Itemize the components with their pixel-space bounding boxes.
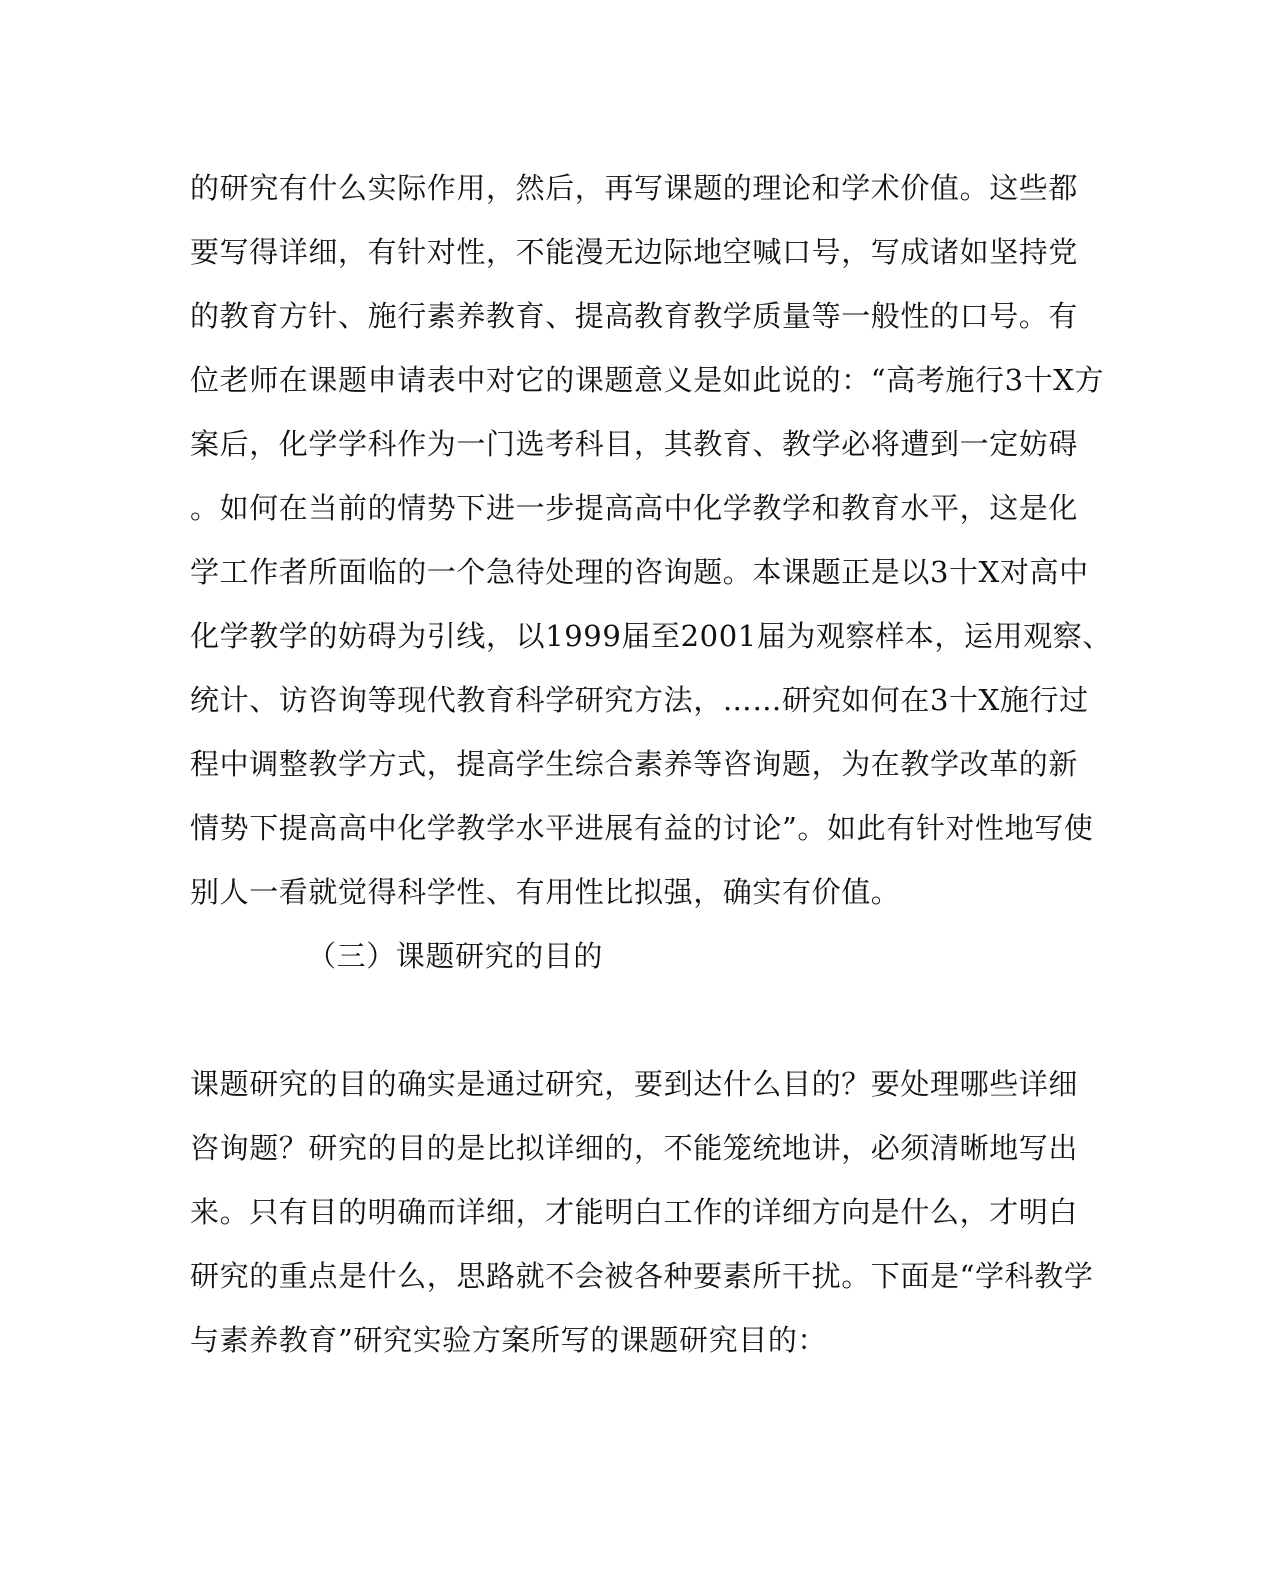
section-heading: （三）课题研究的目的 (307, 939, 604, 973)
paragraph-line: 学工作者所面临的一个急待处理的咨询题。本课题正是以3十X对高中 (190, 555, 1089, 589)
paragraph-line: 研究的重点是什么，思路就不会被各种要素所干扰。下面是“学科教学 (190, 1259, 1094, 1293)
paragraph-line: 。如何在当前的情势下进一步提高高中化学教学和教育水平，这是化 (190, 491, 1079, 525)
paragraph-line: 统计、访咨询等现代教育科学研究方法，……研究如何在3十X施行过 (190, 683, 1089, 717)
paragraph-line: 咨询题？研究的目的是比拟详细的，不能笼统地讲，必须清晰地写出 (190, 1131, 1079, 1165)
paragraph-line: 与素养教育”研究实验方案所写的课题研究目的： (190, 1323, 828, 1357)
paragraph-line: 化学教学的妨碍为引线，以1999届至2001届为观察样本，运用观察、 (190, 619, 1113, 653)
paragraph-line: 别人一看就觉得科学性、有用性比拟强，确实有价值。 (190, 875, 901, 909)
paragraph-line: 课题研究的目的确实是通过研究，要到达什么目的？要处理哪些详细 (190, 1067, 1079, 1101)
paragraph-line: 的教育方针、施行素养教育、提高教育教学质量等一般性的口号。有 (190, 299, 1079, 333)
paragraph-line: 情势下提高高中化学教学水平进展有益的讨论”。如此有针对性地写使 (190, 811, 1094, 845)
paragraph-line: 位老师在课题申请表中对它的课题意义是如此说的：“高考施行3十X方 (190, 363, 1105, 397)
paragraph-line: 案后，化学学科作为一门选考科目，其教育、教学必将遭到一定妨碍 (190, 427, 1079, 461)
paragraph-line: 来。只有目的明确而详细，才能明白工作的详细方向是什么，才明白 (190, 1195, 1079, 1229)
paragraph-line: 的研究有什么实际作用，然后，再写课题的理论和学术价值。这些都 (190, 171, 1079, 205)
paragraph-line: 要写得详细，有针对性，不能漫无边际地空喊口号，写成诸如坚持党 (190, 235, 1079, 269)
paragraph-line: 程中调整教学方式，提高学生综合素养等咨询题，为在教学改革的新 (190, 747, 1079, 781)
